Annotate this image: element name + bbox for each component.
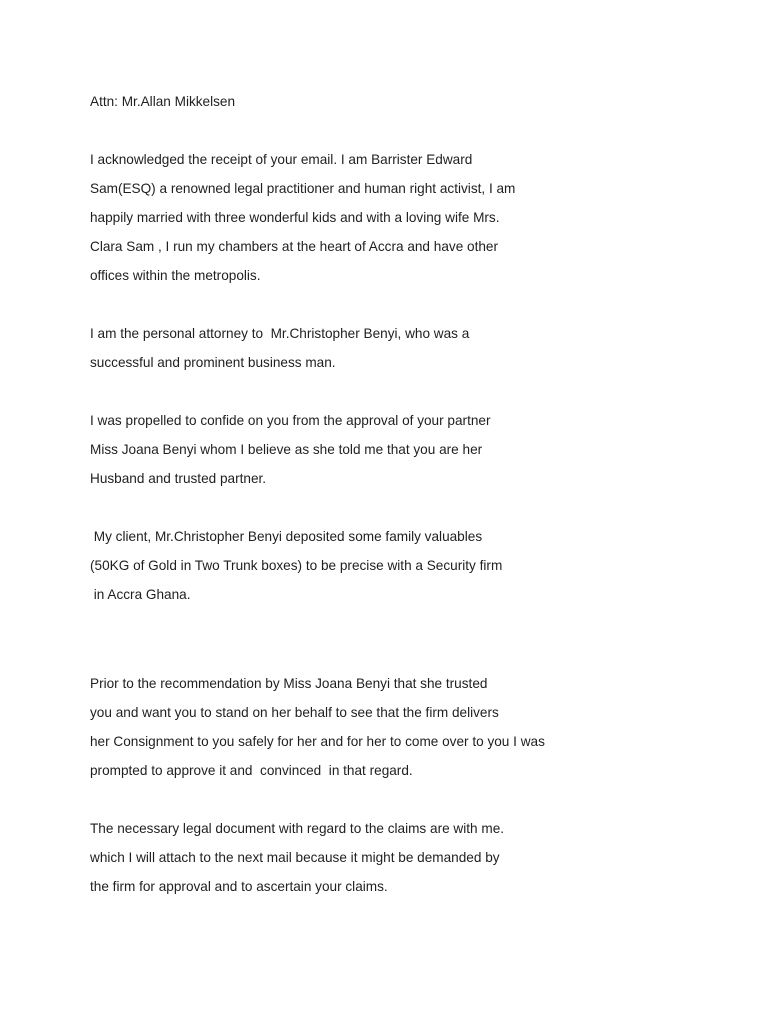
paragraph-5-line-4: prompted to approve it and convinced in that regard. — [90, 763, 413, 778]
paragraph-1-line-4: Clara Sam , I run my chambers at the heart of Accra and have other — [90, 239, 499, 254]
paragraph-5-line-3: her Consignment to you safely for her and for her to come over to you I was — [90, 734, 545, 749]
paragraph-6-line-1: The necessary legal document with regard to the claims are with me. — [90, 821, 505, 836]
paragraph-1-line-3: happily married with three wonderful kids and with a loving wife Mrs. — [90, 210, 500, 225]
paragraph-1-line-1: I acknowledged the receipt of your email. I am Barrister Edward — [90, 152, 473, 167]
paragraph-5-line-1: Prior to the recommendation by Miss Joana Benyi that she trusted — [90, 676, 488, 691]
paragraph-2-line-1: I am the personal attorney to Mr.Christopher Benyi, who was a — [90, 326, 470, 341]
paragraph-3-line-2: Miss Joana Benyi whom I believe as she told me that you are her — [90, 442, 483, 457]
paragraph-4-line-3: in Accra Ghana. — [90, 587, 191, 602]
paragraph-2-line-2: successful and prominent business man. — [90, 355, 336, 370]
paragraph-6-line-3: the firm for approval and to ascertain your claims. — [90, 879, 388, 894]
paragraph-6-line-2: which I will attach to the next mail because it might be demanded by — [90, 850, 500, 865]
paragraph-5-line-2: you and want you to stand on her behalf to see that the firm delivers — [90, 705, 499, 720]
paragraph-1-line-5: offices within the metropolis. — [90, 268, 261, 283]
paragraph-4-line-1: My client, Mr.Christopher Benyi deposited some family valuables — [90, 529, 483, 544]
paragraph-3-line-3: Husband and trusted partner. — [90, 471, 267, 486]
salutation: Attn: Mr.Allan Mikkelsen — [90, 94, 236, 109]
paragraph-3-line-1: I was propelled to confide on you from the approval of your partner — [90, 413, 491, 428]
paragraph-1-line-2: Sam(ESQ) a renowned legal practitioner and human right activist, I am — [90, 181, 516, 196]
paragraph-4-line-2: (50KG of Gold in Two Trunk boxes) to be precise with a Security firm — [90, 558, 503, 573]
